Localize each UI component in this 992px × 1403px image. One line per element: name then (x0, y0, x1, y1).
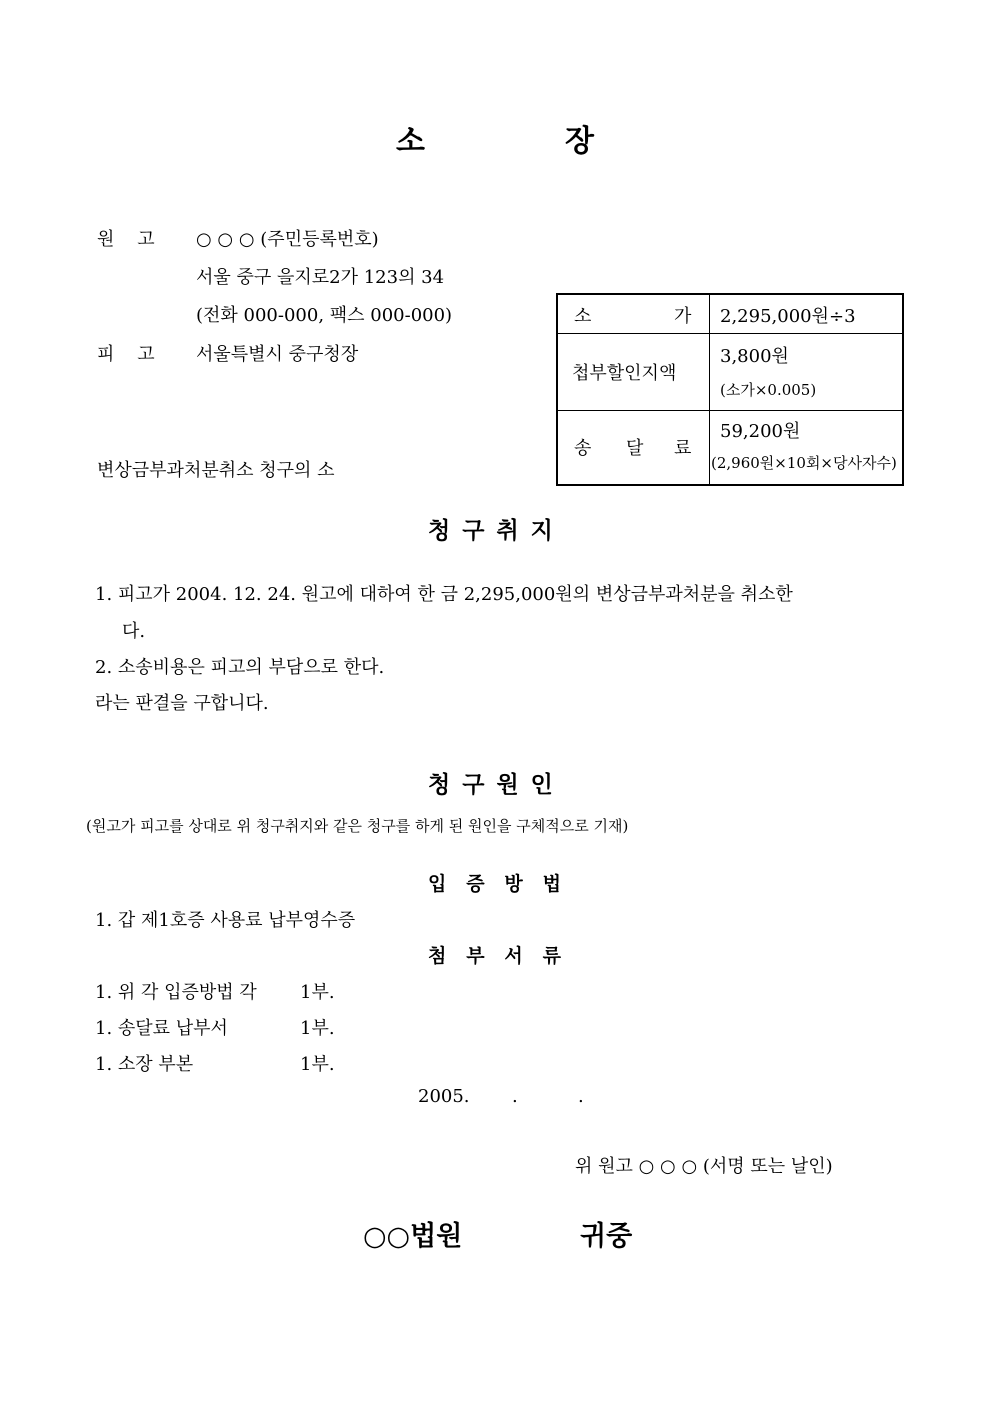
service-label-right: 료 (674, 438, 692, 459)
plaintiff-label: 원 고 (97, 229, 155, 250)
plaintiff-name: ○ ○ ○ (주민등록번호) (196, 229, 379, 250)
fee-row-value (558, 295, 902, 334)
case-name: 변상금부과처분취소 청구의 소 (97, 460, 335, 481)
defendant-name: 서울특별시 중구청장 (196, 344, 359, 365)
attachment-item-name: 1. 위 각 입증방법 각 (95, 982, 257, 1003)
attachment-item-name: 1. 송달료 납부서 (95, 1018, 228, 1039)
date-year: 2005. (418, 1086, 470, 1107)
stamp-value: 3,800원 (720, 346, 789, 367)
fee-value: 2,295,000원÷3 (720, 306, 856, 327)
attachment-item-count: 1부. (300, 982, 335, 1003)
claim-item-1-line-2: 다. (122, 621, 146, 642)
court-name: ○○법원 (363, 1221, 463, 1252)
attachment-item-count: 1부. (300, 1018, 335, 1039)
court-suffix: 귀중 (580, 1221, 633, 1252)
fee-row-stamp (558, 333, 902, 411)
fee-table (556, 293, 904, 486)
service-label-left: 송 (574, 438, 592, 459)
service-note: (2,960원×10회×당사자수) (711, 454, 897, 472)
claim-item-1-line-1: 1. 피고가 2004. 12. 24. 원고에 대하여 한 금 2,295,000원의 변상금부과처분을 취소한 (95, 584, 793, 605)
evidence-heading: 입 증 방 법 (428, 873, 561, 895)
attachments-heading: 첨 부 서 류 (428, 945, 561, 967)
date-month: . (512, 1086, 518, 1107)
stamp-note: (소가×0.005) (720, 381, 817, 399)
date-day: . (578, 1086, 584, 1107)
claim-cause-note: (원고가 피고를 상대로 위 청구취지와 같은 청구를 하게 된 원인을 구체적으로 기재) (86, 817, 629, 835)
service-value: 59,200원 (720, 421, 801, 442)
attachment-item-name: 1. 소장 부본 (95, 1054, 194, 1075)
fee-label-left: 소 (574, 306, 592, 327)
defendant-label: 피 고 (97, 344, 155, 365)
stamp-label: 첩부할인지액 (572, 363, 677, 384)
service-label-mid: 달 (626, 438, 644, 459)
plaintiff-address: 서울 중구 을지로2가 123의 34 (196, 267, 445, 288)
document-title-right: 장 (565, 124, 594, 159)
document-title-left: 소 (396, 124, 425, 159)
claim-cause-heading: 청 구 원 인 (428, 771, 555, 798)
signature-line: 위 원고 ○ ○ ○ (서명 또는 날인) (575, 1156, 833, 1177)
claim-item-2: 2. 소송비용은 피고의 부담으로 한다. (95, 657, 385, 678)
fee-label-right: 가 (674, 306, 692, 327)
claim-purpose-heading: 청 구 취 지 (428, 517, 555, 544)
fee-row-service (558, 410, 902, 484)
attachment-item-count: 1부. (300, 1054, 335, 1075)
evidence-item: 1. 갑 제1호증 사용료 납부영수증 (95, 910, 356, 931)
plaintiff-contact: (전화 000-000, 팩스 000-000) (196, 305, 453, 326)
claim-closing: 라는 판결을 구합니다. (95, 693, 269, 714)
